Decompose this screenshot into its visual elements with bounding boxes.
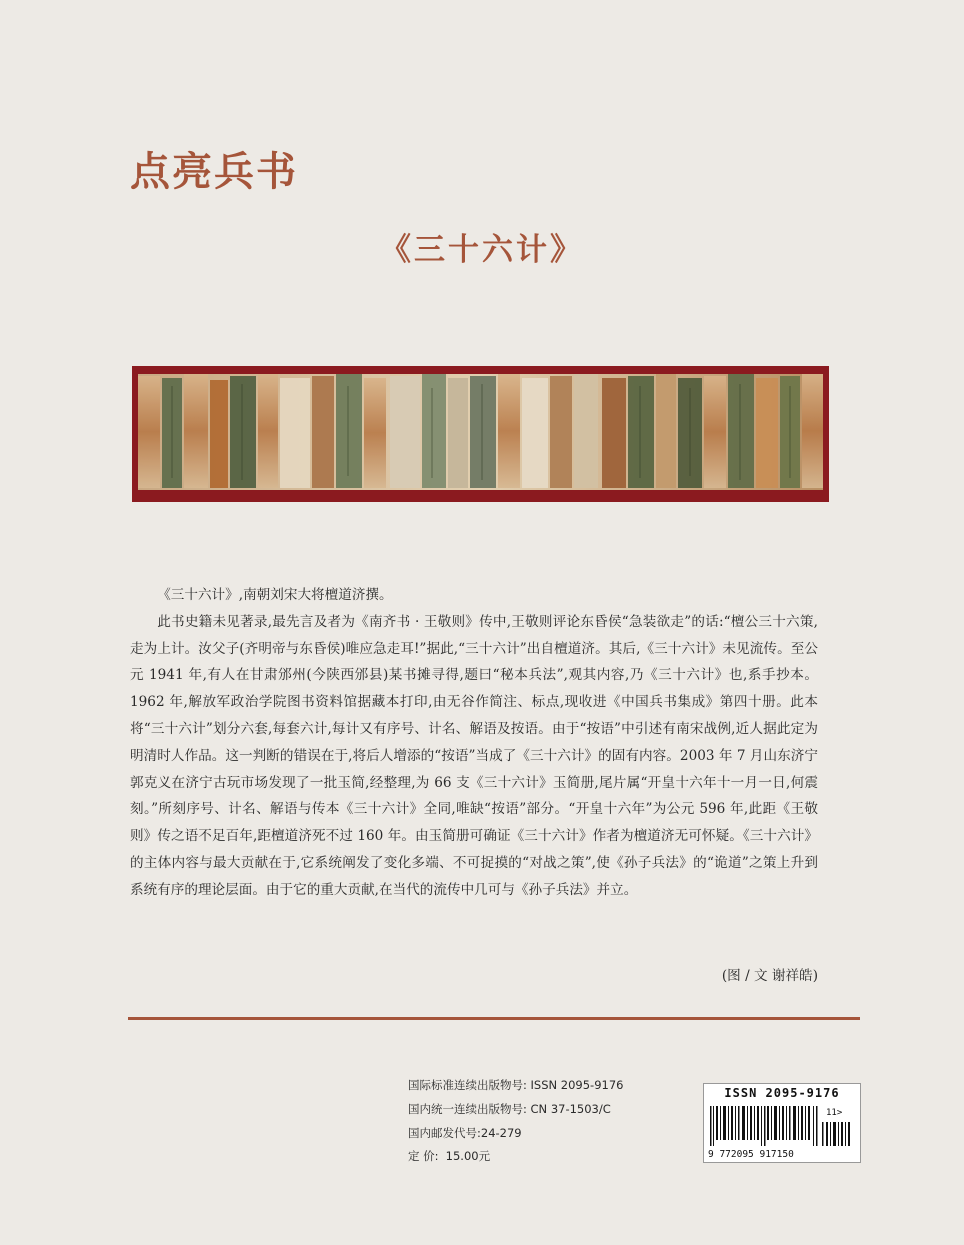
barcode-digits: 9 772095 917150: [708, 1149, 794, 1160]
barcode-addon-bars-icon: [822, 1122, 852, 1146]
cn-value: CN 37-1503/C: [530, 1101, 611, 1116]
publication-info: [408, 1074, 623, 1169]
article-paragraph: 此书史籍未见著录,最先言及者为《南齐书 · 王敬则》传中,王敬则评论东昏侯“急装欲走”的话:“檀公三十六策,走为上计。汝父子(齐明帝与东昏侯)唯应急走耳!”据此,“三十六计”出自檀道济。其后,《三十六计》未见流传。至公元 1941 年,有人在甘肃邠州(今陕西邠县)某书摊寻得,题曰“秘本兵法”,观其内容,乃《三十六计》也,系手抄本。1962 年,解放军政治学院图书资料馆据藏本打印,由无谷作简注、标点,现收进《中国兵书集成》第四十册。此本将“三十六计”划分六套,每套六计,每计又有序号、计名、解语及按语。由于“按语”中引述有南宋战例,近人据此定为明清时人作品。这一判断的错误在于,将后人增添的“按语”当成了《三十六计》的固有内容。2003 年 7 月山东济宁郭克义在济宁古玩市场发现了一批玉简,经整理,为 66 支《三十六计》玉简册,尾片属“开皇十六年十一月一日,何震刻。”所刻序号、计名、解语与传本《三十六计》全同,唯缺“按语”部分。“开皇十六年”为公元 596 年,此距《王敬则》传之语不足百年,距檀道济死不过 160 年。由玉简册可确证《三十六计》作者为檀道济无可怀疑。《三十六计》的主体内容与最大贡献在于,它系统阐发了变化多端、不可捉摸的“对战之策”,使《孙子兵法》的“诡道”之策上升到系统有序的理论层面。由于它的重大贡献,在当代的流传中几可与《孙子兵法》并立。: [130, 613, 818, 898]
bamboo-slip-strips: [138, 374, 823, 488]
postal-code-value: 24-279: [480, 1125, 522, 1140]
issn-label: 国际标准连续出版物号:: [408, 1078, 527, 1092]
section-title: 点亮兵书: [130, 149, 298, 195]
article-body: [130, 582, 818, 904]
postal-code-row: [408, 1122, 623, 1146]
book-title: 《三十六计》: [380, 232, 584, 268]
issn-barcode: [703, 1083, 861, 1163]
price-label: 定 价:: [408, 1149, 439, 1164]
image-text-credit: (图 / 文 谢祥皓): [721, 968, 818, 984]
barcode-issn-text: ISSN 2095-9176: [724, 1086, 840, 1100]
price-value: 15.00元: [445, 1149, 491, 1164]
postal-code-label: 国内邮发代号:: [408, 1125, 481, 1140]
issn-row: [408, 1074, 623, 1098]
cn-row: [408, 1098, 623, 1122]
divider-rule: [128, 1017, 860, 1020]
price-row: [408, 1145, 623, 1169]
bamboo-slips-image: [132, 366, 829, 502]
barcode-bars-icon: [710, 1106, 820, 1146]
issn-value: ISSN 2095-9176: [530, 1078, 624, 1092]
cn-label: 国内统一连续出版物号:: [408, 1101, 527, 1116]
article-paragraph: 《三十六计》,南朝刘宋大将檀道济撰。: [157, 587, 393, 603]
barcode-addon-text: 11>: [826, 1108, 843, 1118]
